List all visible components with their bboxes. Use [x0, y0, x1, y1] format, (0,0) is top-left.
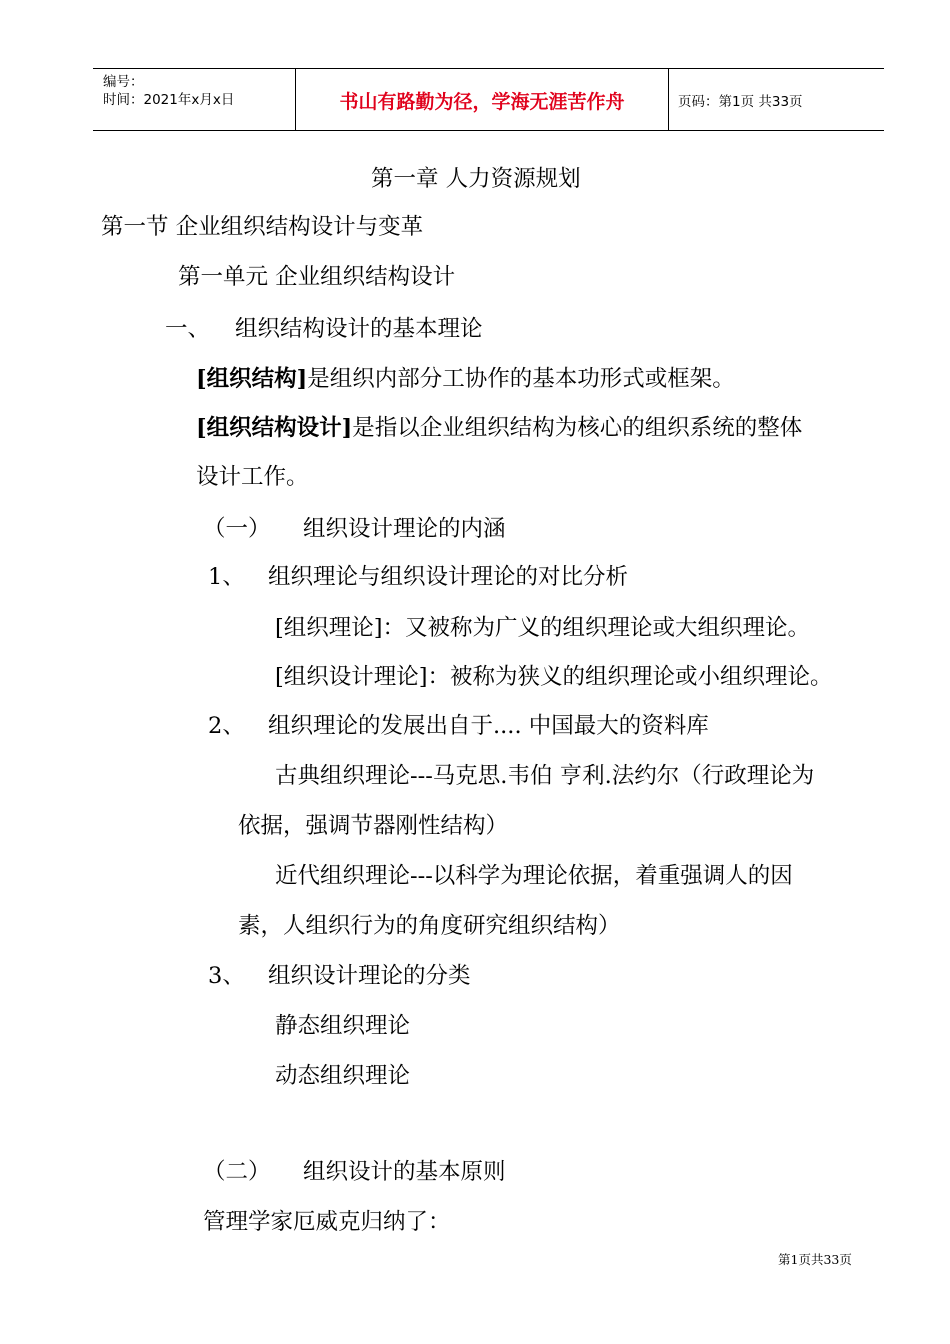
item-1-text: 组织理论与组织设计理论的对比分析 [268, 564, 629, 590]
item-3-b: 动态组织理论 [275, 1063, 411, 1089]
item-3-number: 3、 [208, 963, 245, 989]
item-2-a-continuation: 依据，强调节器刚性结构） [238, 813, 509, 839]
item-2-b: 近代组织理论---以科学为理论依据，着重强调人的因 [275, 863, 793, 889]
item-2-a: 古典组织理论---马克思.韦伯 亨利.法约尔（行政理论为 [275, 763, 815, 789]
definition-2 [196, 417, 802, 440]
page-header [93, 68, 884, 131]
definition-2-term: [组织结构设计] [196, 415, 353, 441]
time-label: 时间：2021年x月x日 [103, 92, 235, 108]
subheading-1 [203, 518, 506, 541]
header-motto: 书山有路勤为径，学海无涯苦作舟 [339, 91, 625, 113]
unit-title: 第一单元 企业组织结构设计 [178, 264, 456, 290]
item-2-number: 2、 [208, 713, 245, 739]
subheading-1-text: 组织设计理论的内涵 [303, 516, 506, 542]
item-3 [208, 965, 471, 988]
item-3-text: 组织设计理论的分类 [268, 963, 471, 989]
heading-1-text: 组织结构设计的基本理论 [235, 316, 483, 342]
header-page-label: 页码：第1页 共33页 [678, 94, 803, 110]
subheading-1-number: （一） [203, 516, 271, 542]
heading-1 [165, 318, 483, 341]
item-1-a: [组织理论]：又被称为广义的组织理论或大组织理论。 [275, 615, 811, 641]
definition-1-text: 是组织内部分工协作的基本功形式或框架。 [307, 366, 735, 392]
item-2 [208, 715, 709, 738]
item-3-a: 静态组织理论 [275, 1013, 411, 1039]
chapter-title: 第一章 人力资源规划 [371, 166, 581, 192]
section-title: 第一节 企业组织结构设计与变革 [101, 214, 424, 240]
item-2-b-continuation: 素，人组织行为的角度研究组织结构） [238, 913, 621, 939]
subheading-2-number: （二） [203, 1159, 271, 1185]
header-motto-cell [295, 69, 669, 130]
definition-1 [196, 368, 735, 391]
last-line: 管理学家厄威克归纳了： [203, 1209, 451, 1235]
definition-2-text: 是指以企业组织结构为核心的组织系统的整体 [352, 415, 803, 441]
subheading-2 [203, 1161, 506, 1184]
serial-label: 编号： [103, 74, 144, 90]
subheading-2-text: 组织设计的基本原则 [303, 1159, 506, 1185]
item-1-number: 1、 [208, 564, 245, 590]
item-1-b: [组织设计理论]：被称为狭义的组织理论或小组织理论。 [275, 664, 833, 690]
item-1 [208, 566, 628, 589]
definition-1-term: [组织结构] [196, 366, 308, 392]
heading-1-number: 一、 [165, 316, 211, 342]
definition-2-continuation: 设计工作。 [196, 464, 309, 490]
header-page-cell [668, 69, 884, 130]
header-meta-cell [93, 69, 295, 130]
page-footer: 第1页共33页 [778, 1252, 852, 1267]
item-2-text: 组织理论的发展出自于.... 中国最大的资料库 [268, 713, 709, 739]
